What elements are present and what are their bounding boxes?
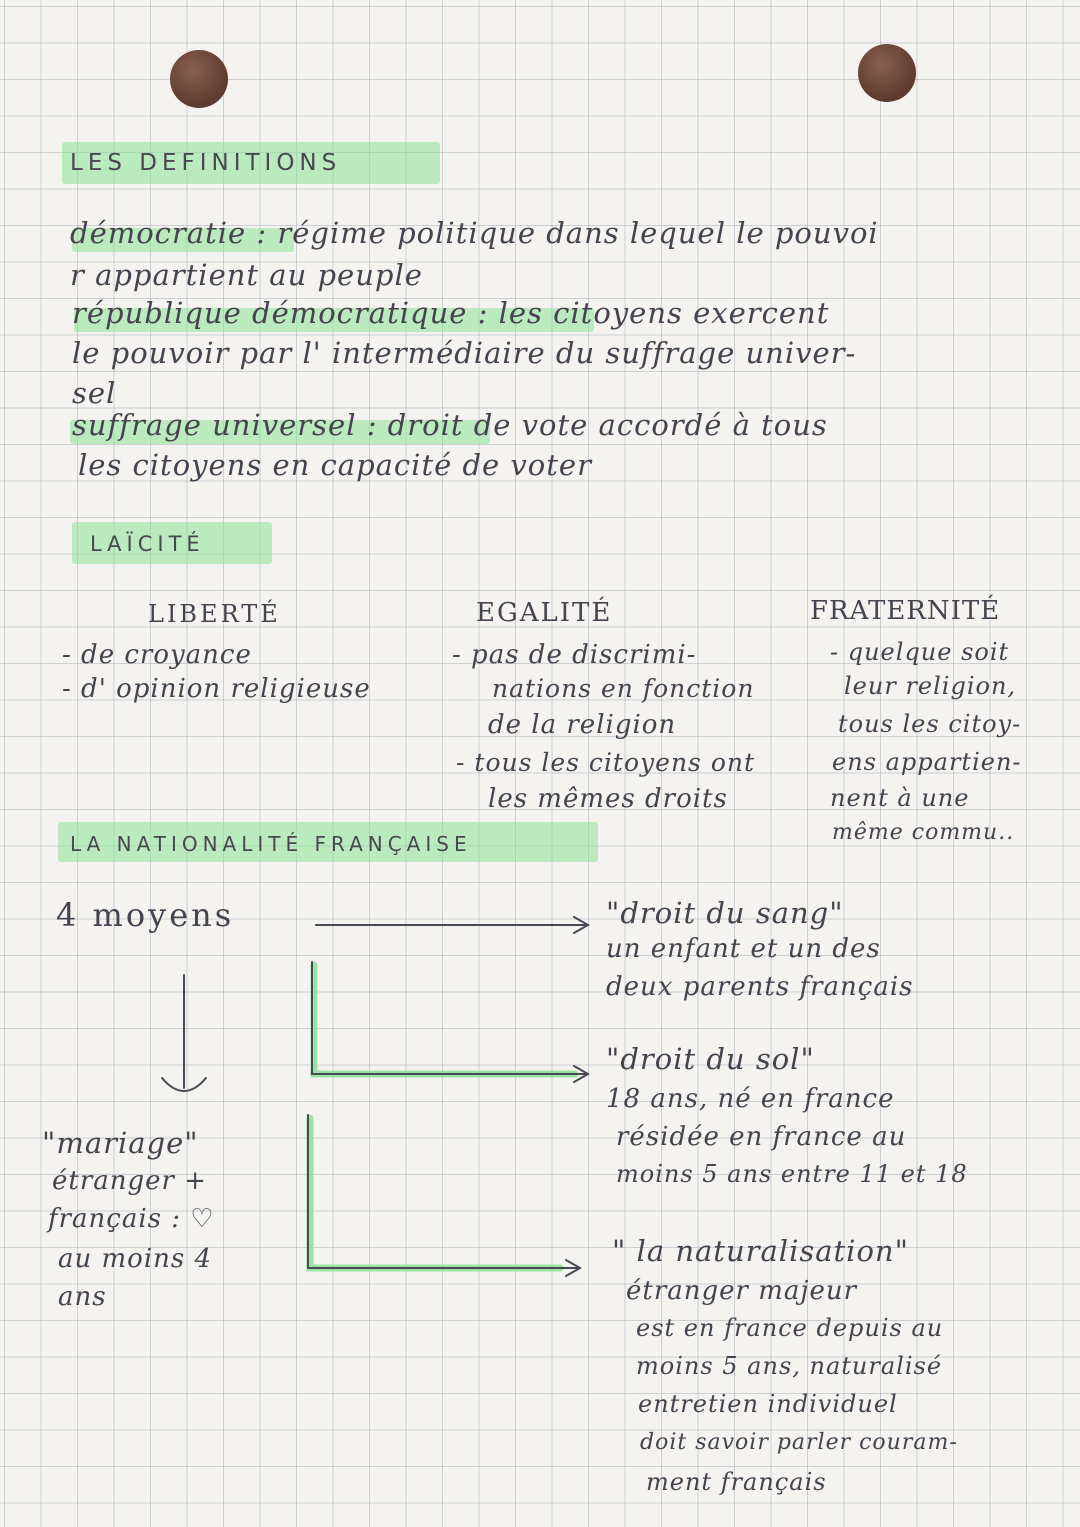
fraternite-line: ens appartien- bbox=[832, 748, 1022, 776]
sol-branch-highlight bbox=[314, 965, 575, 1074]
definition-line: suffrage universel : droit de vote accordé à tous bbox=[72, 408, 828, 442]
naturalisation-line: étranger majeur bbox=[626, 1276, 858, 1306]
definition-line: république démocratique : les citoyens exercent bbox=[72, 296, 830, 330]
sol-line: 18 ans, né en france bbox=[606, 1084, 895, 1114]
liberte-heading: LIBERTÉ bbox=[148, 600, 281, 628]
mariage-line: au moins 4 bbox=[58, 1244, 213, 1274]
arrow-mariage bbox=[162, 975, 206, 1091]
section-title-definitions: LES DEFINITIONS bbox=[70, 150, 342, 176]
definition-line: r appartient au peuple bbox=[70, 258, 423, 292]
egalite-line: de la religion bbox=[488, 710, 677, 740]
mariage-line: français : ♡ bbox=[48, 1204, 215, 1234]
definition-line: sel bbox=[72, 376, 117, 410]
sol-line: résidée en france au bbox=[616, 1122, 907, 1152]
fraternite-line: même commu.. bbox=[832, 820, 1015, 845]
egalite-line: nations en fonction bbox=[492, 674, 755, 703]
egalite-line: les mêmes droits bbox=[488, 784, 728, 814]
mariage-line: "mariage" bbox=[42, 1126, 199, 1160]
arrow-sol bbox=[312, 962, 588, 1082]
arrow-sang bbox=[316, 917, 588, 933]
section-title-laicite: LAÏCITÉ bbox=[90, 532, 205, 556]
naturalisation-title: " la naturalisation" bbox=[612, 1234, 909, 1268]
fraternite-heading: FRATERNITÉ bbox=[810, 596, 1001, 626]
moyens-label: 4 moyens bbox=[56, 896, 235, 934]
mariage-line: étranger + bbox=[52, 1166, 208, 1196]
definition-line: le pouvoir par l' intermédiaire du suffrage univer- bbox=[72, 336, 857, 370]
fraternite-line: - quelque soit bbox=[830, 638, 1010, 666]
fraternite-line: nent à une bbox=[830, 784, 970, 812]
definition-line: les citoyens en capacité de voter bbox=[78, 448, 592, 482]
naturalisation-branch-highlight bbox=[310, 1118, 560, 1268]
sol-line: moins 5 ans entre 11 et 18 bbox=[616, 1160, 968, 1188]
egalite-line: - tous les citoyens ont bbox=[456, 748, 756, 777]
egalite-line: - pas de discrimi- bbox=[452, 640, 697, 670]
liberte-line: - de croyance bbox=[62, 640, 252, 670]
definition-line: démocratie : régime politique dans lequel le pouvoi bbox=[70, 216, 879, 250]
liberte-line: - d' opinion religieuse bbox=[62, 674, 371, 704]
arrow-naturalisation bbox=[308, 1115, 580, 1276]
naturalisation-line: est en france depuis au bbox=[636, 1314, 944, 1342]
egalite-heading: EGALITÉ bbox=[476, 598, 613, 628]
sol-title: "droit du sol" bbox=[606, 1042, 815, 1076]
section-title-nationalite: LA NATIONALITÉ FRANÇAISE bbox=[70, 832, 472, 856]
sang-line: un enfant et un des bbox=[606, 934, 881, 964]
naturalisation-line: moins 5 ans, naturalisé bbox=[636, 1352, 943, 1380]
sang-line: deux parents français bbox=[606, 972, 914, 1002]
fraternite-line: leur religion, bbox=[844, 672, 1017, 700]
sang-title: "droit du sang" bbox=[606, 896, 844, 930]
naturalisation-line: ment français bbox=[646, 1468, 827, 1496]
mariage-line: ans bbox=[58, 1282, 107, 1312]
naturalisation-line: entretien individuel bbox=[638, 1390, 898, 1418]
naturalisation-line: doit savoir parler couram- bbox=[640, 1430, 958, 1455]
fraternite-line: tous les citoy- bbox=[838, 710, 1022, 738]
